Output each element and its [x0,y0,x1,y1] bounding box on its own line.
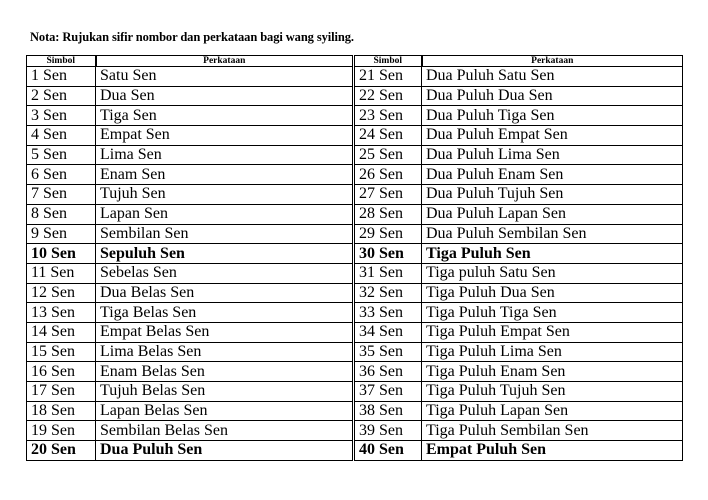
table-row [27,224,683,244]
symbol-cell-right: 34 Sen [354,322,422,342]
symbol-cell-right: 22 Sen [354,86,422,106]
word-cell-right: Tiga Puluh Empat Sen [422,322,683,342]
word-cell-left: Satu Sen [96,67,354,87]
table-row [27,322,683,342]
symbol-cell-right: 26 Sen [354,165,422,185]
word-cell-left: Enam Belas Sen [96,362,354,382]
table-row [27,441,683,461]
symbol-cell-left: 11 Sen [27,263,96,283]
table-row [27,244,683,264]
word-cell-right: Tiga Puluh Enam Sen [422,362,683,382]
table-row [27,67,683,87]
word-cell-left: Sepuluh Sen [96,244,354,264]
word-cell-right: Dua Puluh Dua Sen [422,86,683,106]
symbol-cell-right: 39 Sen [354,421,422,441]
symbol-cell-right: 28 Sen [354,204,422,224]
word-cell-right: Tiga puluh Satu Sen [422,263,683,283]
table-row [27,145,683,165]
table-row [27,362,683,382]
word-cell-left: Empat Belas Sen [96,322,354,342]
symbol-cell-left: 2 Sen [27,86,96,106]
word-cell-right: Dua Puluh Satu Sen [422,67,683,87]
word-cell-right: Dua Puluh Sembilan Sen [422,224,683,244]
table-row [27,263,683,283]
table-row [27,165,683,185]
word-cell-left: Dua Belas Sen [96,283,354,303]
symbol-cell-left: 19 Sen [27,421,96,441]
symbol-cell-right: 32 Sen [354,283,422,303]
word-cell-left: Lima Belas Sen [96,342,354,362]
symbol-cell-right: 24 Sen [354,126,422,146]
symbol-cell-left: 8 Sen [27,204,96,224]
header-row [27,56,683,67]
symbol-cell-right: 23 Sen [354,106,422,126]
table-row [27,185,683,205]
word-cell-right: Empat Puluh Sen [422,441,683,461]
symbol-cell-left: 20 Sen [27,441,96,461]
header-perkataan-1: Perkataan [96,56,354,67]
word-cell-right: Dua Puluh Tiga Sen [422,106,683,126]
symbol-cell-left: 10 Sen [27,244,96,264]
symbol-cell-right: 21 Sen [354,67,422,87]
word-cell-left: Tujuh Belas Sen [96,382,354,402]
table-row [27,204,683,224]
symbol-cell-left: 12 Sen [27,283,96,303]
table-row [27,421,683,441]
symbol-cell-left: 5 Sen [27,145,96,165]
header-perkataan-2: Perkataan [422,56,683,67]
word-cell-right: Dua Puluh Lima Sen [422,145,683,165]
word-cell-left: Dua Puluh Sen [96,441,354,461]
word-cell-right: Tiga Puluh Lapan Sen [422,401,683,421]
word-cell-left: Lapan Sen [96,204,354,224]
symbol-cell-right: 40 Sen [354,441,422,461]
word-cell-left: Lima Sen [96,145,354,165]
word-cell-left: Sembilan Sen [96,224,354,244]
word-cell-left: Tiga Belas Sen [96,303,354,323]
table-row [27,126,683,146]
word-cell-right: Dua Puluh Tujuh Sen [422,185,683,205]
header-simbol-1: Simbol [27,56,96,67]
symbol-cell-left: 3 Sen [27,106,96,126]
table-body [27,67,683,461]
word-cell-left: Empat Sen [96,126,354,146]
symbol-cell-right: 35 Sen [354,342,422,362]
symbol-cell-right: 33 Sen [354,303,422,323]
header-simbol-2: Simbol [354,56,422,67]
word-cell-left: Enam Sen [96,165,354,185]
table-row [27,106,683,126]
table-row [27,382,683,402]
table-row [27,342,683,362]
word-cell-right: Tiga Puluh Tujuh Sen [422,382,683,402]
symbol-cell-left: 16 Sen [27,362,96,382]
word-cell-right: Tiga Puluh Dua Sen [422,283,683,303]
symbol-cell-left: 13 Sen [27,303,96,323]
word-cell-left: Lapan Belas Sen [96,401,354,421]
symbol-cell-left: 15 Sen [27,342,96,362]
note-title: Nota: Rujukan sifir nombor dan perkataan bagi wang syiling. [30,30,354,44]
word-cell-right: Tiga Puluh Tiga Sen [422,303,683,323]
symbol-cell-left: 17 Sen [27,382,96,402]
word-cell-right: Dua Puluh Enam Sen [422,165,683,185]
word-cell-right: Tiga Puluh Sen [422,244,683,264]
symbol-cell-right: 27 Sen [354,185,422,205]
table-row [27,86,683,106]
symbol-cell-left: 18 Sen [27,401,96,421]
symbol-cell-left: 9 Sen [27,224,96,244]
table-row [27,401,683,421]
symbol-cell-right: 30 Sen [354,244,422,264]
word-cell-left: Tiga Sen [96,106,354,126]
word-cell-left: Sebelas Sen [96,263,354,283]
word-cell-right: Tiga Puluh Sembilan Sen [422,421,683,441]
symbol-cell-right: 25 Sen [354,145,422,165]
coin-reference-table [26,55,683,461]
word-cell-left: Tujuh Sen [96,185,354,205]
word-cell-right: Dua Puluh Lapan Sen [422,204,683,224]
symbol-cell-left: 14 Sen [27,322,96,342]
table-row [27,283,683,303]
symbol-cell-right: 37 Sen [354,382,422,402]
symbol-cell-right: 29 Sen [354,224,422,244]
word-cell-right: Tiga Puluh Lima Sen [422,342,683,362]
symbol-cell-left: 7 Sen [27,185,96,205]
symbol-cell-left: 1 Sen [27,67,96,87]
symbol-cell-right: 38 Sen [354,401,422,421]
word-cell-left: Sembilan Belas Sen [96,421,354,441]
symbol-cell-left: 6 Sen [27,165,96,185]
symbol-cell-left: 4 Sen [27,126,96,146]
word-cell-left: Dua Sen [96,86,354,106]
table-row [27,303,683,323]
symbol-cell-right: 36 Sen [354,362,422,382]
symbol-cell-right: 31 Sen [354,263,422,283]
word-cell-right: Dua Puluh Empat Sen [422,126,683,146]
